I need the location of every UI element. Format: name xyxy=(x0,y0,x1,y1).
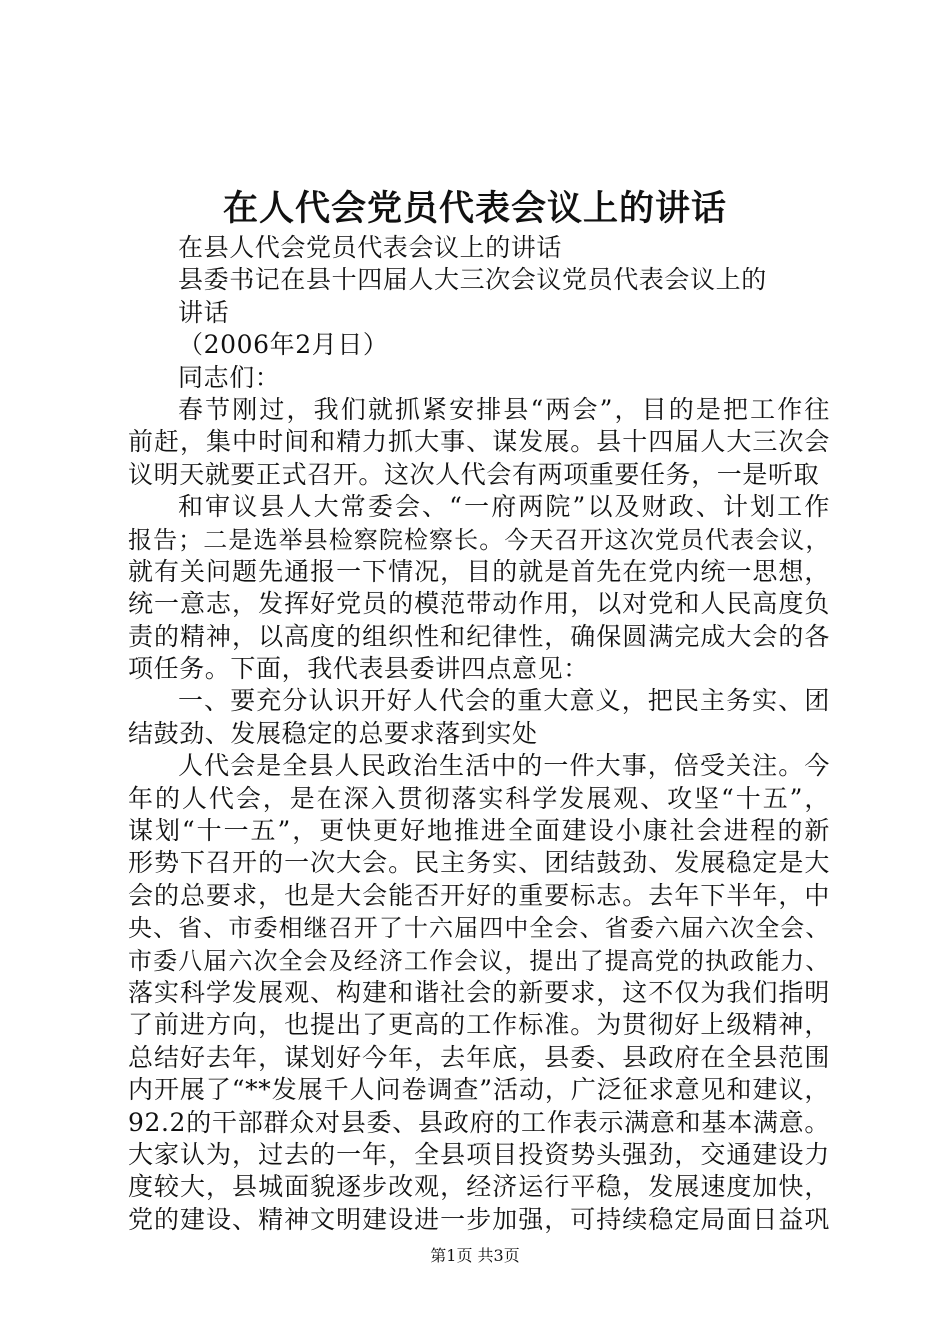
text-line: 统一意志，发挥好党员的模范带动作用，以对党和人民高度负 xyxy=(128,589,830,619)
text-line: 就有关问题先通报一下情况，目的就是首先在党内统一思想， xyxy=(128,556,830,586)
text-line: 春节刚过，我们就抓紧安排县“两会”，目的是把工作往 xyxy=(178,394,830,424)
text-line: 92.2的干部群众对县委、县政府的工作表示满意和基本满意。 xyxy=(128,1107,830,1137)
text-line: 了前进方向，也提出了更高的工作标准。为贯彻好上级精神， xyxy=(128,1010,830,1040)
text-line: 同志们： xyxy=(178,362,281,392)
text-line: 年的人代会，是在深入贯彻落实科学发展观、攻坚“十五”， xyxy=(128,783,830,813)
text-line: 前赶，集中时间和精力抓大事、谋发展。县十四届人大三次会 xyxy=(128,427,830,457)
text-line: 责的精神，以高度的组织性和纪律性，确保圆满完成大会的各 xyxy=(128,621,830,651)
text-line: 报告；二是选举县检察院检察长。今天召开这次党员代表会议， xyxy=(128,525,830,554)
text-line: 和审议县人大常委会、“一府两院”以及财政、计划工作 xyxy=(178,492,830,522)
text-line: 在县人代会党员代表会议上的讲话 xyxy=(178,233,563,262)
text-line: 谋划“十一五”，更快更好地推进全面建设小康社会进程的新 xyxy=(128,816,830,846)
text-line: 度较大，县城面貌逐步改观，经济运行平稳，发展速度加快， xyxy=(128,1172,830,1202)
text-line: 落实科学发展观、构建和谐社会的新要求，这不仅为我们指明 xyxy=(128,977,830,1007)
text-line: 县委书记在县十四届人大三次会议党员代表会议上的 xyxy=(178,265,767,295)
text-line: （2006年2月日） xyxy=(178,330,389,360)
text-line: 党的建设、精神文明建设进一步加强，可持续稳定局面日益巩 xyxy=(128,1204,830,1234)
text-line: 议明天就要正式召开。这次人代会有两项重要任务，一是听取 xyxy=(128,459,820,489)
text-line: 内开展了“**发展千人问卷调查”活动，广泛征求意见和建议， xyxy=(128,1075,830,1105)
text-line: 市委八届六次全会及经济工作会议，提出了提高党的执政能力、 xyxy=(128,946,830,975)
document-body xyxy=(128,232,830,1236)
text-line: 结鼓劲、发展稳定的总要求落到实处 xyxy=(128,718,538,748)
text-line: 讲话 xyxy=(178,297,230,327)
text-line: 大家认为，过去的一年，全县项目投资势头强劲，交通建设力 xyxy=(128,1139,830,1169)
page-footer: 第1页 共3页 xyxy=(430,1246,520,1265)
text-line: 会的总要求，也是大会能否开好的重要标志。去年下半年，中 xyxy=(128,880,830,910)
text-line: 项任务。下面，我代表县委讲四点意见： xyxy=(128,654,589,684)
text-line: 一、要充分认识开好人代会的重大意义，把民主务实、团 xyxy=(178,686,830,716)
text-line: 央、省、市委相继召开了十六届四中全会、省委六届六次全会、 xyxy=(128,914,830,943)
document-title: 在人代会党员代表会议上的讲话 xyxy=(222,188,727,229)
text-line: 人代会是全县人民政治生活中的一件大事，倍受关注。今 xyxy=(178,751,830,781)
text-line: 形势下召开的一次大会。民主务实、团结鼓劲、发展稳定是大 xyxy=(128,848,830,878)
text-line: 总结好去年，谋划好今年，去年底，县委、县政府在全县范围 xyxy=(128,1042,830,1072)
